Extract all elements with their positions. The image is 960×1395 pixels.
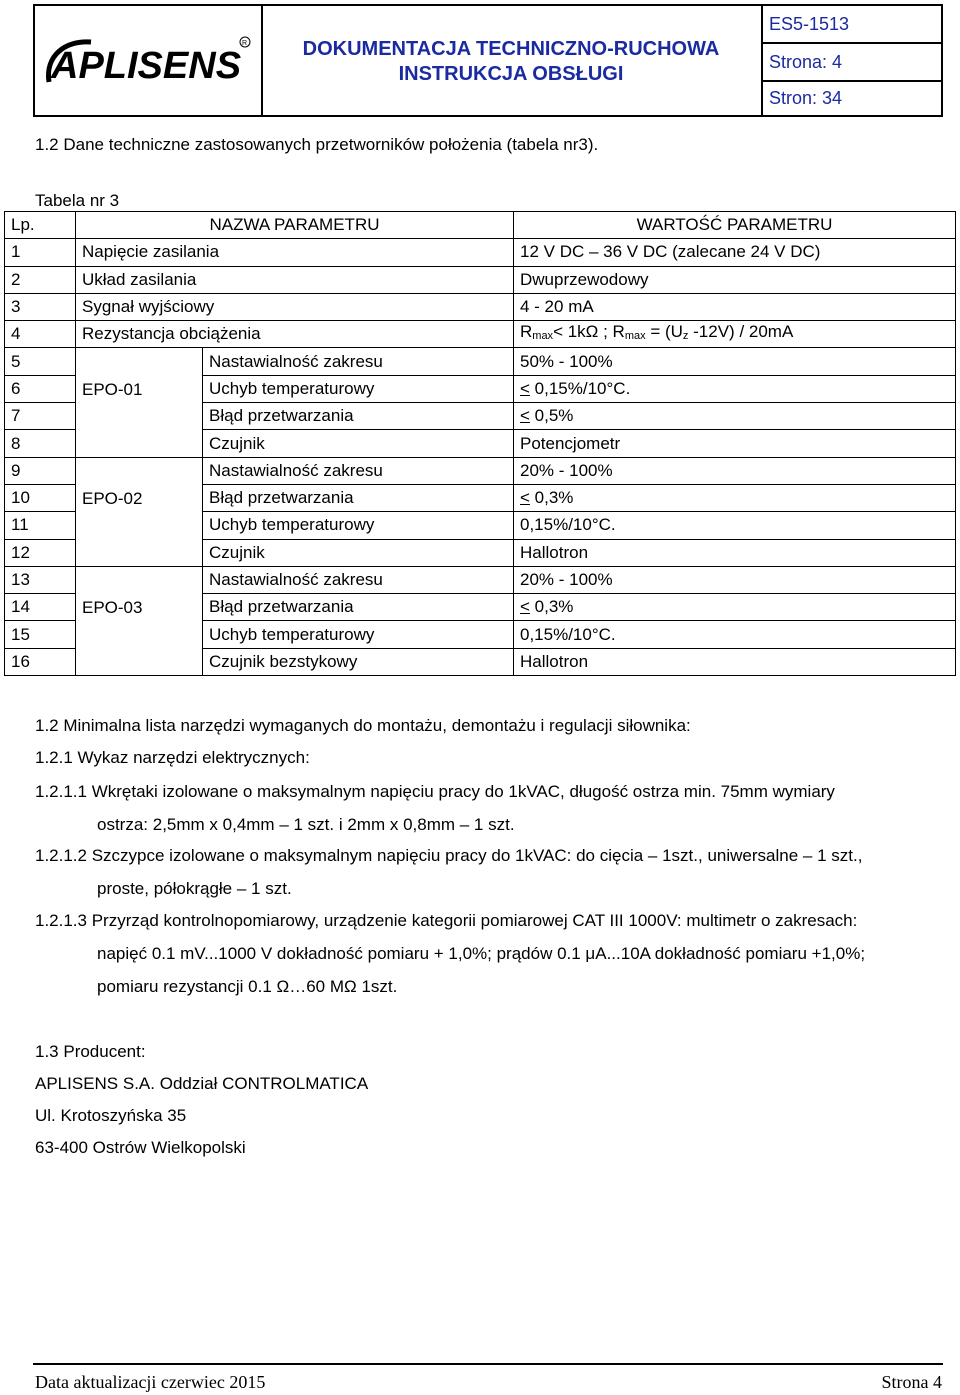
document-header (33, 4, 943, 117)
aplisens-logo (41, 26, 255, 96)
row-value: 20% - 100% (514, 566, 956, 593)
group-epo-02: EPO-02 (76, 457, 203, 566)
table-header-row (5, 212, 956, 239)
tool-item-1-line-2: ostrza: 2,5mm x 0,4mm – 1 szt. i 2mm x 0,8mm – 1 szt. (97, 815, 515, 834)
header-lp: Lp. (5, 212, 76, 239)
table-row (5, 566, 956, 593)
row-value: Hallotron (514, 648, 956, 675)
tool-item-2-line-2: proste, półokrągłe – 1 szt. (97, 879, 292, 898)
row-lp: 10 (5, 484, 76, 511)
row-value: 50% - 100% (514, 348, 956, 375)
row-name: Nastawialność zakresu (203, 457, 514, 484)
header-value: WARTOŚĆ PARAMETRU (514, 212, 956, 239)
meta-cell (761, 6, 941, 115)
row-name: Czujnik (203, 539, 514, 566)
row-lp: 1 (5, 239, 76, 266)
row-name: Uchyb temperaturowy (203, 375, 514, 402)
table-row (5, 239, 956, 266)
table-row (5, 293, 956, 320)
header-name: NAZWA PARAMETRU (76, 212, 514, 239)
row-name: Nastawialność zakresu (203, 566, 514, 593)
table-caption: Tabela nr 3 (35, 191, 120, 210)
row-name: Nastawialność zakresu (203, 348, 514, 375)
svg-text:R: R (242, 40, 248, 47)
page-number: Strona: 4 (761, 44, 941, 82)
row-name: Czujnik (203, 430, 514, 457)
footer-date: Data aktualizacji czerwiec 2015 (35, 1372, 266, 1392)
producer-city: 63-400 Ostrów Wielkopolski (35, 1138, 246, 1157)
row-value: Potencjometr (514, 430, 956, 457)
group-epo-01: EPO-01 (76, 348, 203, 457)
row-name: Uchyb temperaturowy (203, 512, 514, 539)
logo-text: APLISENS (51, 45, 242, 87)
row-name: Rezystancja obciążenia (76, 321, 514, 348)
tool-item-2-line-1: 1.2.1.2 Szczypce izolowane o maksymalnym napięciu pracy do 1kVAC: do cięcia – 1szt., uniwersalne – 1 szt., (35, 846, 863, 865)
row-value: < 0,15%/10°C. (514, 375, 956, 402)
title-line-1: DOKUMENTACJA TECHNICZNO-RUCHOWA (302, 38, 720, 60)
row-value: Dwuprzewodowy (514, 266, 956, 293)
group-epo-03: EPO-03 (76, 566, 203, 675)
row-value: < 0,5% (514, 403, 956, 430)
row-lp: 15 (5, 621, 76, 648)
row-lp: 6 (5, 375, 76, 402)
table-row (5, 266, 956, 293)
row-name: Napięcie zasilania (76, 239, 514, 266)
row-lp: 7 (5, 403, 76, 430)
row-value: 12 V DC – 36 V DC (zalecane 24 V DC) (514, 239, 956, 266)
row-name: Błąd przetwarzania (203, 484, 514, 511)
row-value: $R_{max}< 1k\Omega$ ; $R_{max} = (U_z$ -12V) / 20mA (514, 321, 956, 348)
table-row (5, 457, 956, 484)
title-cell (261, 6, 763, 115)
producer-street: Ul. Krotoszyńska 35 (35, 1106, 187, 1125)
table-row (5, 321, 956, 348)
tool-item-3-line-1: 1.2.1.3 Przyrząd kontrolnopomiarowy, urządzenie kategorii pomiarowej CAT III 1000V: multimetr o zakresach: (35, 911, 858, 930)
title-line-2: INSTRUKCJA OBSŁUGI (398, 63, 624, 85)
row-lp: 9 (5, 457, 76, 484)
doc-code: ES5-1513 (761, 6, 941, 44)
table-row (5, 348, 956, 375)
row-value: 0,15%/10°C. (514, 621, 956, 648)
row-value: 20% - 100% (514, 457, 956, 484)
row-lp: 14 (5, 594, 76, 621)
logo-cell (35, 6, 263, 115)
row-name: Układ zasilania (76, 266, 514, 293)
row-lp: 5 (5, 348, 76, 375)
tool-item-3-line-2: napięć 0.1 mV...1000 V dokładność pomiaru + 1,0%; prądów 0.1 μA...10A dokładność pomiaru +1,0%; (97, 944, 866, 963)
row-lp: 12 (5, 539, 76, 566)
tools-heading: 1.2 Minimalna lista narzędzi wymaganych do montażu, demontażu i regulacji siłownika: (35, 716, 691, 735)
row-value: < 0,3% (514, 594, 956, 621)
footer-page: Strona 4 (881, 1372, 942, 1392)
spec-table (4, 211, 956, 676)
row-name: Czujnik bezstykowy (203, 648, 514, 675)
footer-divider (33, 1363, 943, 1365)
section-heading: 1.2 Dane techniczne zastosowanych przetworników położenia (tabela nr3). (35, 135, 599, 154)
row-lp: 2 (5, 266, 76, 293)
row-value: < 0,3% (514, 484, 956, 511)
row-lp: 4 (5, 321, 76, 348)
row-value: 0,15%/10°C. (514, 512, 956, 539)
row-lp: 11 (5, 512, 76, 539)
row-value: Hallotron (514, 539, 956, 566)
tool-item-3-line-3: pomiaru rezystancji 0.1 Ω…60 MΩ 1szt. (97, 977, 398, 996)
producer-heading: 1.3 Producent: (35, 1042, 146, 1061)
document-title (261, 37, 761, 87)
row-lp: 8 (5, 430, 76, 457)
producer-company: APLISENS S.A. Oddział CONTROLMATICA (35, 1074, 369, 1093)
row-name: Sygnał wyjściowy (76, 293, 514, 320)
tool-item-1-line-1: 1.2.1.1 Wkrętaki izolowane o maksymalnym napięciu pracy do 1kVAC, długość ostrza min. 75mm wymiary (35, 782, 835, 801)
row-lp: 3 (5, 293, 76, 320)
row-name: Uchyb temperaturowy (203, 621, 514, 648)
tools-subheading: 1.2.1 Wykaz narzędzi elektrycznych: (35, 748, 310, 767)
row-name: Błąd przetwarzania (203, 594, 514, 621)
row-value: 4 - 20 mA (514, 293, 956, 320)
row-lp: 16 (5, 648, 76, 675)
page-count: Stron: 34 (769, 88, 843, 108)
row-lp: 13 (5, 566, 76, 593)
row-name: Błąd przetwarzania (203, 403, 514, 430)
